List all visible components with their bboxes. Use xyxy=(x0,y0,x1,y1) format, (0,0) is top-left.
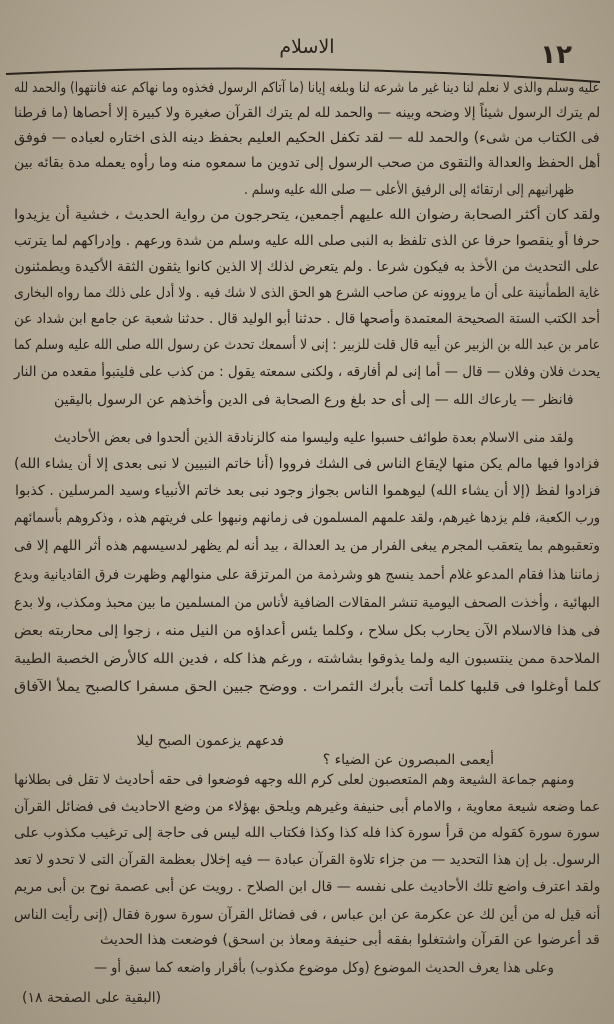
text-line: عامر بن عبد الله بن الزبير عن أبيه قال قلت للزبير : إنى لا أسمعك تحدث عن رسول الله صلى الله عليه وسلم كما xyxy=(13,337,600,353)
verse-first-hemistich: فدعهم يزعمون الصبح ليلا xyxy=(136,733,284,749)
text-line: سورة سورة كقوله من قرأ سورة كذا فله كذا وكذا فكتاب الله ليس فى حاجة إلى ترغيب مكذوب على xyxy=(14,825,600,841)
text-line: قد أعرضوا عن القرآن واشتغلوا بفقه أبى حنيفة ومعاذ بن اسحق) فوضعت هذا الحديث xyxy=(100,932,600,948)
running-title: الاسلام xyxy=(279,36,335,58)
text-line: ولقد منى الاسلام بعدة طوائف حسبوا عليه وليسوا منه كالزنادقة الذين ألحدوا فى بعض الأحاديث xyxy=(54,430,574,446)
verse-second-hemistich: أيعمى المبصرون عن الضياء ؟ xyxy=(322,752,494,768)
text-line: فزادوا فيها مالم يكن منها لإيقاع الناس فى الشك فرووا (أنا خاتم النبيين لا نبى بعدى إلا أن يشاء الله) xyxy=(14,456,600,472)
text-line: حرفا أو ينقصوا حرفا عن الذى تلفظ به النبى صلى الله عليه وسلم من شدة ورعهم . وإدراكهم لما يترتب xyxy=(14,233,600,249)
text-line: زماننا هذا فقام المدعو غلام أحمد ينسج هو وشرذمة من المرتزقة على منوالهم وظهرت فرق القاديانية وبدع xyxy=(14,567,600,583)
text-line: عليه وسلم والذى لا نعلم لنا دينا غير ما شرعه لنا وبلغه إيانا (ما آتاكم الرسول فخذوه وما نهاكم عنه فانتهوا) والحمد لله xyxy=(14,80,600,96)
text-line: وتعقبوهم بما يتعقب المجرم يبغى الفرار من يد العدالة ، بيد أنه لم يظهر لدسيسهم هذه أثر اللهم إلا فى xyxy=(14,538,600,554)
text-line: فى هذا فالاسلام الآن يحارب بكل سلاح ، وكلما يئس أعداؤه من النيل منه ، زجوا إلى محاربته بعض xyxy=(13,623,600,639)
text-line: البهائية ، وأخذت الصحف اليومية تنشر المقالات الضافية لأناس من المسلمين ما بين محبذ ومكذب، ولا بدع xyxy=(14,595,600,611)
text-line: فزادوا لفظ (إلا أن يشاء الله) ليوهموا الناس بجواز وجود نبى بعد خاتم الأنبياء وسيد المرسلين . كذبوا xyxy=(14,483,600,499)
text-line: ولقد اعترف واضع تلك الأحاديث على نفسه — قال ابن الصلاح . رويت عن أبى عصمة نوح بن أبى مريم xyxy=(13,879,600,895)
text-line: وعلى هذا يعرف الحديث الموضوع (وكل موضوع مكذوب) بأقرار واضعه كما سبق أو — xyxy=(94,960,554,976)
text-line: أنه قيل له من أين لك عن عكرمة عن ابن عباس ، فى فضائل القرآن سورة سورة فقال (إنى رأيت الناس xyxy=(13,907,600,923)
text-line: غاية الطمأنينة على أن ما يروونه عن صاحب الشرع هو الحق الذى لا شك فيه . ولا أدل على ذلك مما رواه البخارى xyxy=(14,285,600,301)
continuation-note: (البقية على الصفحة ١٨) xyxy=(22,990,162,1006)
text-line: كلما أوغلوا فى قلبها كلما أتت بأبرك الثمرات . ووضح جبين الحق مسفرا كالصبح يملأ الآفاق xyxy=(13,679,600,695)
page-number: ١٢ xyxy=(540,40,572,70)
text-line: على التحديث من الأخذ به فيكون شرعا . ولم يتعرض لذلك إلا الذين كانوا يثقون الثقة الأكيدة ويطمئنون xyxy=(14,259,600,275)
text-line: لم يترك الرسول شيئاً إلا وضحه وبينه — والحمد لله لم يترك القرآن صغيرة ولا كبيرة إلا أحصاها (ما فرطنا xyxy=(13,105,600,121)
text-line: ظهرانيهم إلى ارتقائه إلى الرفيق الأعلى — صلى الله عليه وسلم . xyxy=(243,182,574,198)
text-line: يحدث فلان وفلان — قال — أما إنى لم أفارقه ، ولكنى سمعته يقول : من كذب على فليتبوأ مقعده من النار xyxy=(13,364,600,380)
text-line: ومنهم جماعة الشيعة وهم المتعصبون لعلى كرم الله وجهه فوضعوا فى حقه أحاديث لا تقل فى بطلانها xyxy=(13,772,574,788)
text-line: فانظر — يارعاك الله — إلى أى حد بلغ ورع الصحابة فى الدين وأخذهم عن الرسول باليقين xyxy=(54,392,574,408)
text-line: أحد الكتب الستة الصحيحة المعتمدة وأصحها قال . حدثنا أبو الوليد قال . حدثنا شعبة عن جامع ابن شداد عن xyxy=(13,311,600,327)
text-line: الملاحدة ممن ينتسبون اليه ولما يذوقوا بشاشته ، ورغم هذا كله ، فدين الله كالأرض الخصبة الطيبة xyxy=(14,651,600,667)
text-line: عما وضعه شيعة معاوية ، والامام أبى حنيفة وغيرهم ويلحق بهؤلاء من وضع الاحاديث فى فضائل القرآن xyxy=(13,799,600,815)
text-line: أهل الحفظ والعدالة والتقوى من صحب الرسول إلى تدوين ما سمعوه منه وما رأوه يعمله مدة بقائه بين xyxy=(13,155,600,171)
text-line: الرسول. بل إن هذا التحديد — من جزاء تلاوة القرآن عبادة — فيه إخلال بعظمة القرآن التى لا تحدو لا تعد xyxy=(13,852,600,868)
text-line: فى الكتاب من شىء) والحمد لله — لقد تكفل الحكيم العليم بحفظ دينه الذى اختاره لعباده — فوفق xyxy=(14,130,600,146)
text-line: ولقد كان أكثر الصحابة رضوان الله عليهم أجمعين، يتحرجون من رواية الحديث ، خشية أن يزيدوا xyxy=(13,207,600,223)
text-line: ورب الكعبة، فلم يزدها غيرهم، ولقد علمهم المسلمون فى زمانهم ونبهوا على فريتهم هذه ، وذكروهم بأسمائهم xyxy=(13,510,600,526)
